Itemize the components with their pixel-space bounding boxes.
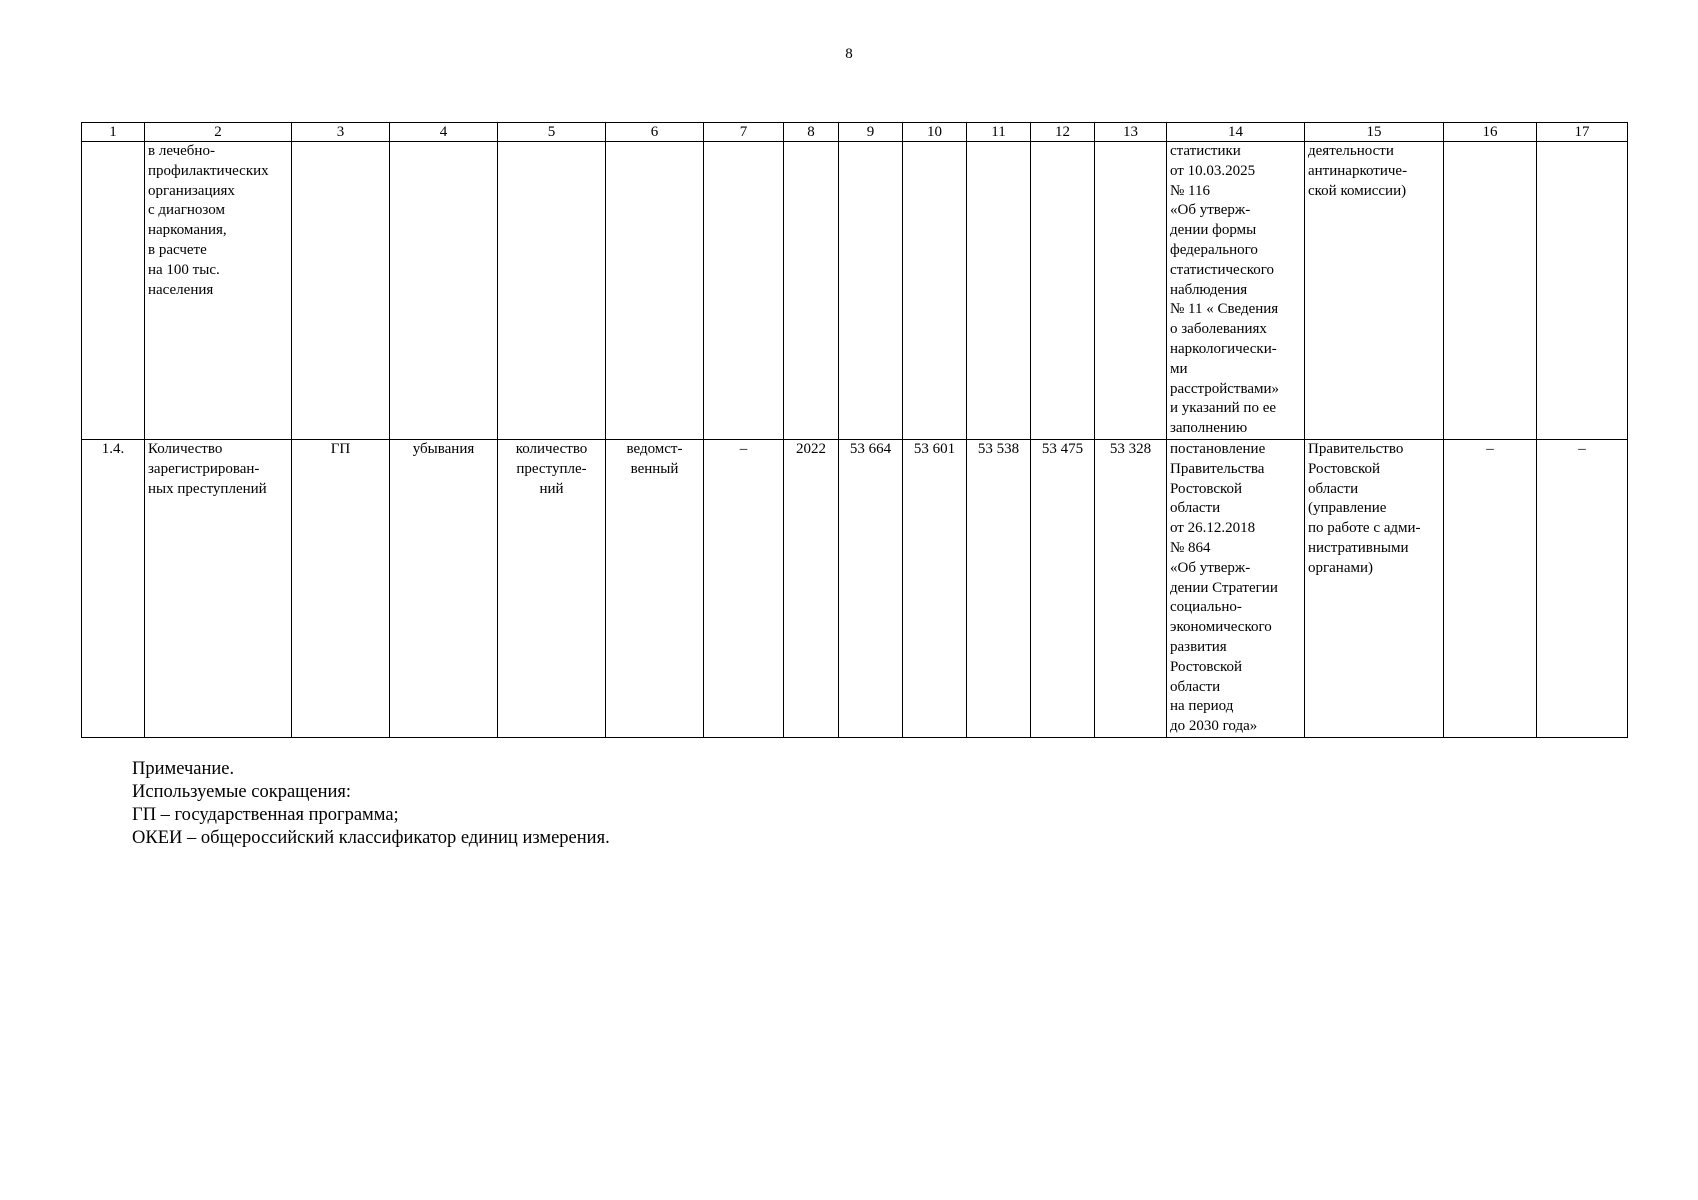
cell-value	[839, 142, 903, 440]
header-cell: 2	[145, 123, 292, 142]
table-header-row	[82, 123, 1628, 142]
header-cell: 14	[1167, 123, 1305, 142]
cell-extra: –	[1537, 440, 1628, 738]
cell-value	[967, 142, 1031, 440]
cell-type: ведомст- венный	[606, 440, 704, 738]
cell-indicator-level	[292, 142, 390, 440]
page-number: 8	[845, 46, 853, 62]
cell-type	[606, 142, 704, 440]
cell-document: статистики от 10.03.2025 № 116 «Об утверж- дении формы федерального статистического наблюдения № 11 « Сведения о заболеваниях наркологически- ми расстройствами» и указаний по ее заполнению	[1167, 142, 1305, 440]
cell-unit: количество преступле- ний	[498, 440, 606, 738]
cell-value	[1031, 142, 1095, 440]
header-cell: 6	[606, 123, 704, 142]
cell-responsible: Правительство Ростовской области (управление по работе с адми- нистративными органами)	[1305, 440, 1444, 738]
cell-extra	[1444, 142, 1537, 440]
cell-value	[903, 142, 967, 440]
cell-number	[82, 142, 145, 440]
cell-base-year	[784, 142, 839, 440]
header-cell: 15	[1305, 123, 1444, 142]
notes-block	[132, 758, 610, 850]
cell-extra	[1537, 142, 1628, 440]
header-cell: 3	[292, 123, 390, 142]
table-row-1-4	[82, 440, 1628, 738]
header-cell: 12	[1031, 123, 1095, 142]
header-cell: 5	[498, 123, 606, 142]
notes-abbrev-item: ГП – государственная программа;	[132, 805, 399, 825]
cell-base-year: 2022	[784, 440, 839, 738]
header-cell: 9	[839, 123, 903, 142]
header-cell: 17	[1537, 123, 1628, 142]
cell-indicator-name: Количество зарегистрирован- ных преступлений	[145, 440, 292, 738]
header-cell: 7	[704, 123, 784, 142]
cell-extra: –	[1444, 440, 1537, 738]
header-cell: 4	[390, 123, 498, 142]
cell-trend	[390, 142, 498, 440]
cell-value: 53 664	[839, 440, 903, 738]
cell-value: 53 475	[1031, 440, 1095, 738]
cell-value	[1095, 142, 1167, 440]
cell-okei	[704, 142, 784, 440]
table-row-continuation	[82, 142, 1628, 440]
notes-title: Примечание.	[132, 759, 235, 779]
notes-abbrev-heading: Используемые сокращения:	[132, 782, 352, 802]
cell-indicator-level: ГП	[292, 440, 390, 738]
cell-responsible: деятельности антинаркотиче- ской комиссии)	[1305, 142, 1444, 440]
cell-trend: убывания	[390, 440, 498, 738]
header-cell: 10	[903, 123, 967, 142]
header-cell: 1	[82, 123, 145, 142]
cell-document: постановление Правительства Ростовской области от 26.12.2018 № 864 «Об утверж- дении Стратегии социально- экономического развития Ростовской области на период до 2030 года»	[1167, 440, 1305, 738]
header-cell: 8	[784, 123, 839, 142]
cell-value: 53 538	[967, 440, 1031, 738]
notes-abbrev-item: ОКЕИ – общероссийский классификатор единиц измерения.	[132, 828, 610, 848]
cell-value: 53 601	[903, 440, 967, 738]
cell-indicator-name: в лечебно- профилактических организациях с диагнозом наркомания, в расчете на 100 тыс. населения	[145, 142, 292, 440]
header-cell: 16	[1444, 123, 1537, 142]
indicators-table	[81, 122, 1628, 738]
header-cell: 11	[967, 123, 1031, 142]
cell-okei: –	[704, 440, 784, 738]
header-cell: 13	[1095, 123, 1167, 142]
cell-number: 1.4.	[82, 440, 145, 738]
cell-value: 53 328	[1095, 440, 1167, 738]
cell-unit	[498, 142, 606, 440]
